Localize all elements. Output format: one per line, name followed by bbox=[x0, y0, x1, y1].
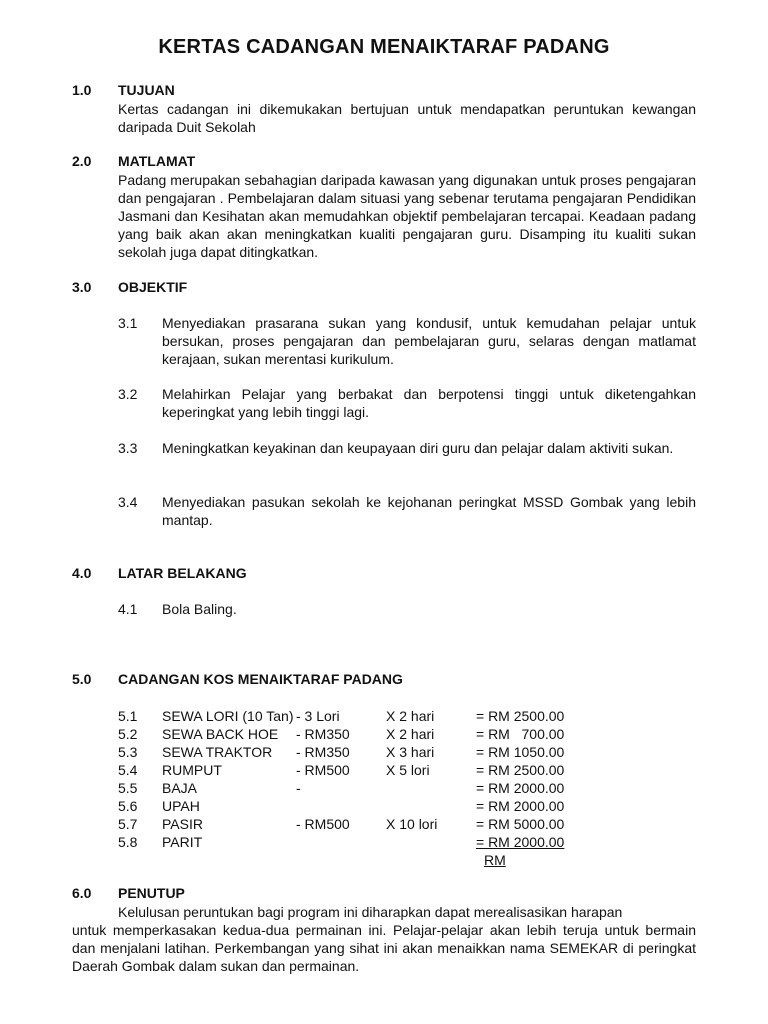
objective-text: Meningkatkan keyakinan dan keupayaan diri guru dan pelajar dalam aktiviti sukan. bbox=[162, 440, 674, 456]
section-number: 2.0 bbox=[72, 153, 92, 169]
cost-item: PASIR bbox=[162, 816, 203, 832]
objective-number: 3.1 bbox=[118, 315, 138, 331]
cost-total: = RM 2000.00 bbox=[476, 834, 565, 850]
cost-item: SEWA TRAKTOR bbox=[162, 744, 273, 760]
cost-item: SEWA BACK HOE bbox=[162, 726, 279, 742]
section-heading: OBJEKTIF bbox=[118, 279, 188, 295]
grand-total: RM bbox=[484, 852, 506, 868]
cost-total: = RM 2500.00 bbox=[476, 708, 565, 724]
cost-quantity: - RM350 bbox=[296, 744, 350, 760]
cost-multiplier: X 5 lori bbox=[386, 762, 430, 778]
cost-item: RUMPUT bbox=[162, 762, 222, 778]
cost-total: = RM 700.00 bbox=[476, 726, 565, 742]
cost-item: BAJA bbox=[162, 780, 198, 796]
cost-item: SEWA LORI (10 Tan) bbox=[162, 708, 294, 724]
cost-number: 5.3 bbox=[118, 744, 138, 760]
cost-quantity: - RM500 bbox=[296, 762, 350, 778]
cost-multiplier: X 10 lori bbox=[386, 816, 438, 832]
section-heading: LATAR BELAKANG bbox=[118, 565, 247, 581]
section-number: 4.0 bbox=[72, 565, 92, 581]
cost-total: = RM 2000.00 bbox=[476, 798, 565, 814]
closing-text: untuk memperkasakan kedua-dua permainan ini. Pelajar-pelajar akan lebih teruja untuk bermain dan menjalani latihan. Perkembangan yang sihat ini akan menaikkan nama SEMEKAR di peringkat Daerah Gombak dalam sukan dan permainan. bbox=[72, 922, 696, 974]
section-number: 6.0 bbox=[72, 885, 92, 901]
cost-item: PARIT bbox=[162, 834, 203, 850]
cost-number: 5.8 bbox=[118, 834, 138, 850]
cost-number: 5.1 bbox=[118, 708, 138, 724]
cost-total: = RM 1050.00 bbox=[476, 744, 565, 760]
section-heading: PENUTUP bbox=[118, 885, 185, 901]
cost-total: = RM 2000.00 bbox=[476, 780, 565, 796]
background-text: Bola Baling. bbox=[162, 601, 237, 617]
cost-quantity: - RM500 bbox=[296, 816, 350, 832]
cost-number: 5.5 bbox=[118, 780, 138, 796]
cost-quantity: - RM350 bbox=[296, 726, 350, 742]
cost-multiplier: X 2 hari bbox=[386, 708, 435, 724]
objective-number: 3.4 bbox=[118, 494, 138, 510]
cost-quantity: - bbox=[296, 780, 301, 796]
objective-text: Menyediakan prasarana sukan yang kondusif, untuk kemudahan pelajar untuk bersukan, proses pengajaran dan pembelajaran guru, selaras dengan matlamat kerajaan, sukan merentasi kurikulum. bbox=[162, 315, 696, 367]
cost-total: = RM 5000.00 bbox=[476, 816, 565, 832]
cost-number: 5.6 bbox=[118, 798, 138, 814]
section-number: 3.0 bbox=[72, 279, 92, 295]
cost-number: 5.2 bbox=[118, 726, 138, 742]
objective-text: Melahirkan Pelajar yang berbakat dan berpotensi tinggi untuk diketengahkan keperingkat yang lebih tinggi lagi. bbox=[162, 386, 696, 420]
section-number: 5.0 bbox=[72, 671, 92, 687]
closing-first-line: Kelulusan peruntukan bagi program ini diharapkan dapat merealisasikan harapan bbox=[118, 904, 623, 920]
section-heading: TUJUAN bbox=[118, 82, 175, 98]
cost-item: UPAH bbox=[162, 798, 200, 814]
objective-number: 3.2 bbox=[118, 386, 138, 402]
cost-quantity: - 3 Lori bbox=[296, 708, 340, 724]
objective-text: Menyediakan pasukan sekolah ke kejohanan peringkat MSSD Gombak yang lebih mantap. bbox=[162, 494, 696, 528]
cost-number: 5.7 bbox=[118, 816, 138, 832]
section-text: Kertas cadangan ini dikemukakan bertujuan untuk mendapatkan peruntukan kewangan daripada Duit Sekolah bbox=[118, 101, 696, 135]
cost-total: = RM 2500.00 bbox=[476, 762, 565, 778]
objective-number: 3.3 bbox=[118, 440, 138, 456]
section-text: Padang merupakan sebahagian daripada kawasan yang digunakan untuk proses pengajaran dan pengajaran . Pembelajaran dalam situasi yang sebenar terutama pengajaran Pendidikan Jasmani dan Kesihatan akan memudahkan objektif pembelajaran tercapai. Keadaan padang yang baik akan akan meningkatkan kualiti pengajaran guru. Disamping itu kualiti sukan sekolah juga dapat ditingkatkan. bbox=[118, 172, 696, 260]
section-heading: CADANGAN KOS MENAIKTARAF PADANG bbox=[118, 671, 403, 687]
background-number: 4.1 bbox=[118, 601, 138, 617]
section-heading: MATLAMAT bbox=[118, 153, 196, 169]
cost-multiplier: X 3 hari bbox=[386, 744, 435, 760]
document-title: KERTAS CADANGAN MENAIKTARAF PADANG bbox=[158, 36, 610, 58]
section-number: 1.0 bbox=[72, 82, 92, 98]
cost-number: 5.4 bbox=[118, 762, 138, 778]
cost-multiplier: X 2 hari bbox=[386, 726, 435, 742]
